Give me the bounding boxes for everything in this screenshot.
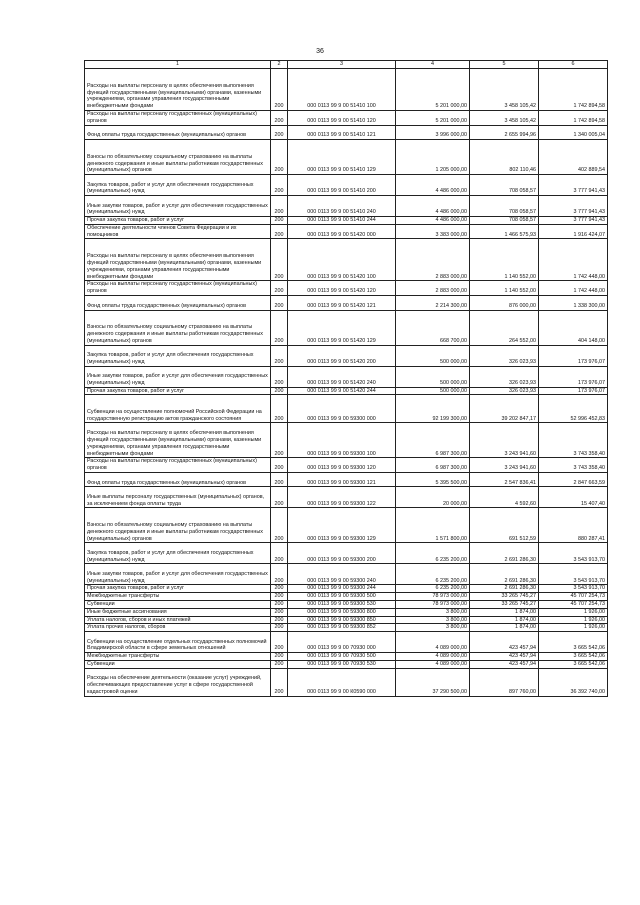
row-approved-amount: 4 089 000,00 [396, 653, 470, 661]
row-unexecuted-amount: 404 148,00 [539, 310, 608, 345]
row-unexecuted-amount: 3 777 941,43 [539, 217, 608, 225]
row-approved-amount: 6 235 200,00 [396, 585, 470, 593]
row-unexecuted-amount: 45 707 254,73 [539, 593, 608, 601]
table-row [85, 345, 608, 366]
row-name: Уплата налогов, сборов и иных платежей [85, 616, 271, 624]
row-executed-amount: 39 202 847,17 [470, 395, 539, 423]
row-budget-code: 000 0113 99 9 00 51410 100 [288, 69, 396, 111]
row-budget-code: 000 0113 99 9 00 51410 240 [288, 196, 396, 217]
row-name: Фонд оплаты труда государственных (муниципальных) органов [85, 296, 271, 311]
table-row [85, 423, 608, 458]
row-line-code: 200 [271, 472, 288, 487]
row-unexecuted-amount: 3 665 542,06 [539, 661, 608, 669]
row-budget-code: 000 0113 99 9 00 59300 240 [288, 564, 396, 585]
row-unexecuted-amount: 402 889,54 [539, 140, 608, 175]
row-budget-code: 000 0113 99 9 00 59300 500 [288, 593, 396, 601]
row-line-code: 200 [271, 487, 288, 508]
row-approved-amount: 6 987 300,00 [396, 458, 470, 473]
row-line-code: 200 [271, 111, 288, 126]
row-approved-amount: 6 235 200,00 [396, 564, 470, 585]
row-executed-amount: 326 023,93 [470, 366, 539, 387]
row-unexecuted-amount: 1 926,00 [539, 624, 608, 632]
row-budget-code: 000 0113 99 9 00 51420 200 [288, 345, 396, 366]
row-unexecuted-amount: 3 777 941,43 [539, 196, 608, 217]
row-approved-amount: 4 486 000,00 [396, 175, 470, 196]
table-row [85, 593, 608, 601]
row-budget-code: 000 0113 99 9 00 51420 100 [288, 239, 396, 281]
table-row [85, 69, 608, 111]
row-line-code: 200 [271, 632, 288, 653]
row-approved-amount: 500 000,00 [396, 366, 470, 387]
row-executed-amount: 3 243 941,60 [470, 458, 539, 473]
row-line-code: 200 [271, 543, 288, 564]
row-executed-amount: 897 760,00 [470, 668, 539, 696]
table-row [85, 310, 608, 345]
table-row [85, 281, 608, 296]
page-number: 36 [316, 48, 324, 55]
table-row [85, 564, 608, 585]
row-budget-code: 000 0113 99 9 00 59300 121 [288, 472, 396, 487]
row-name: Прочая закупка товаров, работ и услуг [85, 585, 271, 593]
table-row [85, 217, 608, 225]
row-executed-amount: 1 874,00 [470, 616, 539, 624]
row-name: Субвенции [85, 601, 271, 609]
row-line-code: 200 [271, 395, 288, 423]
row-budget-code: 000 0113 99 9 00 51410 120 [288, 111, 396, 126]
row-executed-amount: 326 023,93 [470, 345, 539, 366]
row-approved-amount: 6 987 300,00 [396, 423, 470, 458]
row-line-code: 200 [271, 281, 288, 296]
table-row [85, 661, 608, 669]
row-approved-amount: 2 214 300,00 [396, 296, 470, 311]
row-approved-amount: 78 973 000,00 [396, 601, 470, 609]
row-unexecuted-amount: 1 926,00 [539, 608, 608, 616]
row-name: Иные закупки товаров, работ и услуг для обеспечения государственных (муниципальных) нужд [85, 366, 271, 387]
row-line-code: 200 [271, 366, 288, 387]
table-row [85, 487, 608, 508]
table-row [85, 239, 608, 281]
row-executed-amount: 708 058,57 [470, 196, 539, 217]
row-name: Расходы на выплаты персоналу государственных (муниципальных) органов [85, 111, 271, 126]
row-name: Расходы на выплаты персоналу государственных (муниципальных) органов [85, 458, 271, 473]
row-line-code: 200 [271, 624, 288, 632]
row-unexecuted-amount: 15 407,40 [539, 487, 608, 508]
row-budget-code: 000 0113 99 9 00 70930 500 [288, 653, 396, 661]
row-budget-code: 000 0113 99 9 00 59300 100 [288, 423, 396, 458]
row-approved-amount: 1 205 000,00 [396, 140, 470, 175]
row-executed-amount: 2 691 286,30 [470, 543, 539, 564]
row-unexecuted-amount: 1 742 894,58 [539, 111, 608, 126]
row-unexecuted-amount: 1 338 300,00 [539, 296, 608, 311]
row-line-code: 200 [271, 140, 288, 175]
row-name: Межбюджетные трансферты [85, 653, 271, 661]
column-header-2: 2 [271, 61, 288, 69]
table-row [85, 585, 608, 593]
table-row [85, 624, 608, 632]
row-budget-code: 000 0113 99 9 00 59300 000 [288, 395, 396, 423]
row-budget-code: 000 0113 99 9 00 51410 121 [288, 125, 396, 140]
row-line-code: 200 [271, 668, 288, 696]
row-name: Расходы на выплаты персоналу государственных (муниципальных) органов [85, 281, 271, 296]
table-body [85, 69, 608, 697]
row-executed-amount: 264 552,00 [470, 310, 539, 345]
row-unexecuted-amount: 3 543 913,70 [539, 543, 608, 564]
row-name: Расходы на обеспечение деятельности (оказание услуг) учреждений, обеспечивающих предоставление услуг в сфере государственной кадастровой оценки [85, 668, 271, 696]
row-approved-amount: 5 201 000,00 [396, 69, 470, 111]
row-executed-amount: 423 457,94 [470, 653, 539, 661]
row-budget-code: 000 0113 99 9 00 59300 122 [288, 487, 396, 508]
row-line-code: 200 [271, 196, 288, 217]
table-row [85, 196, 608, 217]
row-line-code: 200 [271, 601, 288, 609]
row-executed-amount: 2 691 286,30 [470, 585, 539, 593]
row-executed-amount: 708 058,57 [470, 217, 539, 225]
row-name: Уплата прочих налогов, сборов [85, 624, 271, 632]
row-executed-amount: 326 023,93 [470, 387, 539, 395]
row-unexecuted-amount: 1 742 894,58 [539, 69, 608, 111]
column-header-6: 6 [539, 61, 608, 69]
table-row [85, 296, 608, 311]
row-budget-code: 000 0113 99 9 00 59300 244 [288, 585, 396, 593]
row-approved-amount: 2 883 000,00 [396, 281, 470, 296]
row-budget-code: 000 0113 99 9 00 59300 852 [288, 624, 396, 632]
table-row [85, 111, 608, 126]
row-name: Субвенции на осуществление полномочий Российской Федерации на государственную регистрацию актов гражданского состояния [85, 395, 271, 423]
row-line-code: 200 [271, 125, 288, 140]
row-line-code: 200 [271, 239, 288, 281]
row-line-code: 200 [271, 423, 288, 458]
row-approved-amount: 3 800,00 [396, 624, 470, 632]
row-executed-amount: 3 458 105,42 [470, 69, 539, 111]
table-row [85, 366, 608, 387]
row-executed-amount: 3 243 941,60 [470, 423, 539, 458]
table-row [85, 601, 608, 609]
row-executed-amount: 2 547 836,41 [470, 472, 539, 487]
row-unexecuted-amount: 1 742 448,00 [539, 239, 608, 281]
row-line-code: 200 [271, 458, 288, 473]
row-executed-amount: 802 110,46 [470, 140, 539, 175]
table-row [85, 140, 608, 175]
row-approved-amount: 3 996 000,00 [396, 125, 470, 140]
row-budget-code: 000 0113 99 9 00 51420 000 [288, 224, 396, 239]
row-approved-amount: 2 883 000,00 [396, 239, 470, 281]
row-unexecuted-amount: 3 777 941,43 [539, 175, 608, 196]
row-unexecuted-amount: 3 665 542,06 [539, 653, 608, 661]
table-row [85, 472, 608, 487]
row-name: Субвенции [85, 661, 271, 669]
row-line-code: 200 [271, 508, 288, 543]
row-approved-amount: 668 700,00 [396, 310, 470, 345]
row-budget-code: 000 0113 99 9 00 59300 530 [288, 601, 396, 609]
row-unexecuted-amount: 2 847 663,59 [539, 472, 608, 487]
row-executed-amount: 2 655 994,96 [470, 125, 539, 140]
column-header-3: 3 [288, 61, 396, 69]
row-budget-code: 000 0113 99 9 00 51420 121 [288, 296, 396, 311]
table-row [85, 395, 608, 423]
row-line-code: 200 [271, 175, 288, 196]
table-row [85, 653, 608, 661]
table-row [85, 387, 608, 395]
row-name: Иные выплаты персоналу государственных (муниципальных) органов, за исключением фонда оплаты труда [85, 487, 271, 508]
row-approved-amount: 4 486 000,00 [396, 217, 470, 225]
row-line-code: 200 [271, 345, 288, 366]
row-name: Закупка товаров, работ и услуг для обеспечения государственных (муниципальных) нужд [85, 543, 271, 564]
row-budget-code: 000 0113 99 9 00 59300 129 [288, 508, 396, 543]
row-name: Иные бюджетные ассигнования [85, 608, 271, 616]
row-line-code: 200 [271, 661, 288, 669]
row-executed-amount: 708 058,57 [470, 175, 539, 196]
row-unexecuted-amount: 52 996 452,83 [539, 395, 608, 423]
row-approved-amount: 3 383 000,00 [396, 224, 470, 239]
row-executed-amount: 1 466 575,93 [470, 224, 539, 239]
row-executed-amount: 876 000,00 [470, 296, 539, 311]
row-executed-amount: 1 874,00 [470, 624, 539, 632]
row-line-code: 200 [271, 593, 288, 601]
table-row [85, 608, 608, 616]
row-name: Межбюджетные трансферты [85, 593, 271, 601]
row-executed-amount: 33 265 745,27 [470, 593, 539, 601]
table-row [85, 543, 608, 564]
row-budget-code: 000 0113 99 9 00 59300 120 [288, 458, 396, 473]
row-name: Взносы по обязательному социальному страхованию на выплаты денежного содержания и иные выплаты работникам государственных (муниципальных) органов [85, 310, 271, 345]
row-name: Расходы на выплаты персоналу в целях обеспечения выполнения функций государственными (муниципальными) органами, казенными учреждениями, органами управления государственными внебюджетными фондами [85, 69, 271, 111]
row-budget-code: 000 0113 99 9 00 51420 120 [288, 281, 396, 296]
row-name: Взносы по обязательному социальному страхованию на выплаты денежного содержания и иные выплаты работникам государственных (муниципальных) органов [85, 508, 271, 543]
row-approved-amount: 4 089 000,00 [396, 632, 470, 653]
row-approved-amount: 500 000,00 [396, 387, 470, 395]
row-name: Иные закупки товаров, работ и услуг для обеспечения государственных (муниципальных) нужд [85, 196, 271, 217]
row-executed-amount: 691 512,59 [470, 508, 539, 543]
row-line-code: 200 [271, 310, 288, 345]
row-line-code: 200 [271, 616, 288, 624]
row-name: Фонд оплаты труда государственных (муниципальных) органов [85, 125, 271, 140]
row-approved-amount: 1 571 800,00 [396, 508, 470, 543]
row-line-code: 200 [271, 585, 288, 593]
row-unexecuted-amount: 173 976,07 [539, 366, 608, 387]
row-line-code: 200 [271, 564, 288, 585]
row-unexecuted-amount: 173 976,07 [539, 345, 608, 366]
row-executed-amount: 1 140 552,00 [470, 239, 539, 281]
row-unexecuted-amount: 173 976,07 [539, 387, 608, 395]
row-executed-amount: 1 140 552,00 [470, 281, 539, 296]
row-unexecuted-amount: 1 916 424,07 [539, 224, 608, 239]
row-line-code: 200 [271, 69, 288, 111]
table-row [85, 616, 608, 624]
row-approved-amount: 500 000,00 [396, 345, 470, 366]
row-unexecuted-amount: 1 926,00 [539, 616, 608, 624]
row-unexecuted-amount: 45 707 254,73 [539, 601, 608, 609]
column-header-1: 1 [85, 61, 271, 69]
row-line-code: 200 [271, 224, 288, 239]
row-budget-code: 000 0113 99 9 00 51410 244 [288, 217, 396, 225]
row-line-code: 200 [271, 387, 288, 395]
table-row [85, 458, 608, 473]
row-executed-amount: 2 691 286,30 [470, 564, 539, 585]
row-name: Фонд оплаты труда государственных (муниципальных) органов [85, 472, 271, 487]
row-budget-code: 000 0113 99 9 00 70930 000 [288, 632, 396, 653]
table-row [85, 224, 608, 239]
row-unexecuted-amount: 3 743 358,40 [539, 458, 608, 473]
row-name: Закупка товаров, работ и услуг для обеспечения государственных (муниципальных) нужд [85, 345, 271, 366]
row-budget-code: 000 0113 99 9 00 59300 800 [288, 608, 396, 616]
column-header-4: 4 [396, 61, 470, 69]
row-unexecuted-amount: 1 742 448,00 [539, 281, 608, 296]
row-budget-code: 000 0113 99 9 00 59300 200 [288, 543, 396, 564]
row-name: Обеспечение деятельности членов Совета Федерации и их помощников [85, 224, 271, 239]
row-unexecuted-amount: 3 543 913,70 [539, 585, 608, 593]
row-budget-code: 000 0113 99 9 00 59300 850 [288, 616, 396, 624]
row-unexecuted-amount: 36 392 740,00 [539, 668, 608, 696]
budget-table [84, 60, 608, 697]
row-budget-code: 000 0113 99 9 00 51420 244 [288, 387, 396, 395]
row-executed-amount: 423 457,94 [470, 661, 539, 669]
row-name: Субвенции на осуществление отдельных государственных полномочий Владимирской области в сфере земельных отношений [85, 632, 271, 653]
row-budget-code: 000 0113 99 9 00 51410 129 [288, 140, 396, 175]
row-line-code: 200 [271, 653, 288, 661]
row-budget-code: 000 0113 99 9 00 К0590 000 [288, 668, 396, 696]
row-approved-amount: 5 395 500,00 [396, 472, 470, 487]
row-name: Расходы на выплаты персоналу в целях обеспечения выполнения функций государственными (муниципальными) органами, казенными учреждениями, органами управления государственными внебюджетными фондами [85, 423, 271, 458]
table-row [85, 125, 608, 140]
row-name: Иные закупки товаров, работ и услуг для обеспечения государственных (муниципальных) нужд [85, 564, 271, 585]
row-approved-amount: 20 000,00 [396, 487, 470, 508]
row-approved-amount: 4 486 000,00 [396, 196, 470, 217]
row-executed-amount: 4 592,60 [470, 487, 539, 508]
row-unexecuted-amount: 3 543 913,70 [539, 564, 608, 585]
row-unexecuted-amount: 880 287,41 [539, 508, 608, 543]
table-row [85, 175, 608, 196]
row-executed-amount: 423 457,94 [470, 632, 539, 653]
row-executed-amount: 1 874,00 [470, 608, 539, 616]
table-header-row [85, 61, 608, 69]
row-approved-amount: 37 290 500,00 [396, 668, 470, 696]
row-name: Закупка товаров, работ и услуг для обеспечения государственных (муниципальных) нужд [85, 175, 271, 196]
row-approved-amount: 6 235 200,00 [396, 543, 470, 564]
row-name: Взносы по обязательному социальному страхованию на выплаты денежного содержания и иные выплаты работникам государственных (муниципальных) органов [85, 140, 271, 175]
row-unexecuted-amount: 1 340 005,04 [539, 125, 608, 140]
table-row [85, 668, 608, 696]
row-budget-code: 000 0113 99 9 00 51410 200 [288, 175, 396, 196]
row-approved-amount: 78 973 000,00 [396, 593, 470, 601]
row-budget-code: 000 0113 99 9 00 51420 240 [288, 366, 396, 387]
row-unexecuted-amount: 3 743 358,40 [539, 423, 608, 458]
row-name: Прочая закупка товаров, работ и услуг [85, 217, 271, 225]
row-line-code: 200 [271, 296, 288, 311]
row-budget-code: 000 0113 99 9 00 51420 129 [288, 310, 396, 345]
table-row [85, 632, 608, 653]
row-name: Расходы на выплаты персоналу в целях обеспечения выполнения функций государственными (муниципальными) органами, казенными учреждениями, органами управления государственными внебюджетными фондами [85, 239, 271, 281]
row-approved-amount: 3 800,00 [396, 616, 470, 624]
row-executed-amount: 3 458 105,42 [470, 111, 539, 126]
row-budget-code: 000 0113 99 9 00 70930 530 [288, 661, 396, 669]
row-approved-amount: 3 800,00 [396, 608, 470, 616]
row-name: Прочая закупка товаров, работ и услуг [85, 387, 271, 395]
row-executed-amount: 33 265 745,27 [470, 601, 539, 609]
row-line-code: 200 [271, 608, 288, 616]
row-approved-amount: 5 201 000,00 [396, 111, 470, 126]
row-approved-amount: 92 199 300,00 [396, 395, 470, 423]
table-row [85, 508, 608, 543]
column-header-5: 5 [470, 61, 539, 69]
row-unexecuted-amount: 3 665 542,06 [539, 632, 608, 653]
row-line-code: 200 [271, 217, 288, 225]
row-approved-amount: 4 089 000,00 [396, 661, 470, 669]
